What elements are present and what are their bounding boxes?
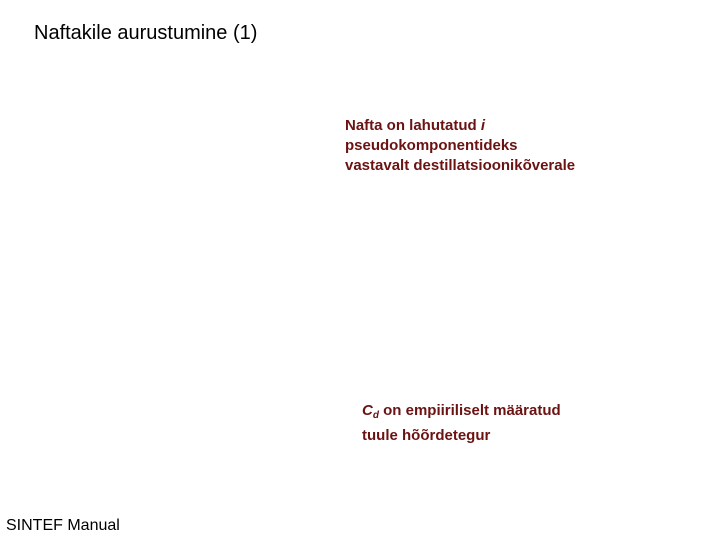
pseudocomponent-note-line-1 [345, 116, 645, 136]
wind-friction-note-text: on empiiriliselt määratud [378, 402, 561, 419]
pseudocomponent-note-line-3: vastavalt destillatsioonikõverale [345, 157, 576, 174]
friction-coefficient-base: C [362, 402, 373, 419]
component-index-variable: i [480, 117, 485, 134]
friction-coefficient-symbol [362, 402, 379, 419]
pseudocomponent-note-line-2: pseudokomponentideks [345, 137, 518, 154]
pseudocomponent-note [345, 116, 645, 176]
friction-coefficient-subscript: d [372, 410, 379, 421]
source-footer: SINTEF Manual [6, 517, 120, 534]
wind-friction-note [362, 401, 662, 446]
pseudocomponent-note-text: Nafta on lahutatud [345, 117, 481, 134]
wind-friction-note-line-1 [362, 401, 662, 426]
wind-friction-note-line-2: tuule hõõrdetegur [362, 427, 491, 444]
slide-title: Naftakile aurustumine (1) [34, 22, 258, 44]
